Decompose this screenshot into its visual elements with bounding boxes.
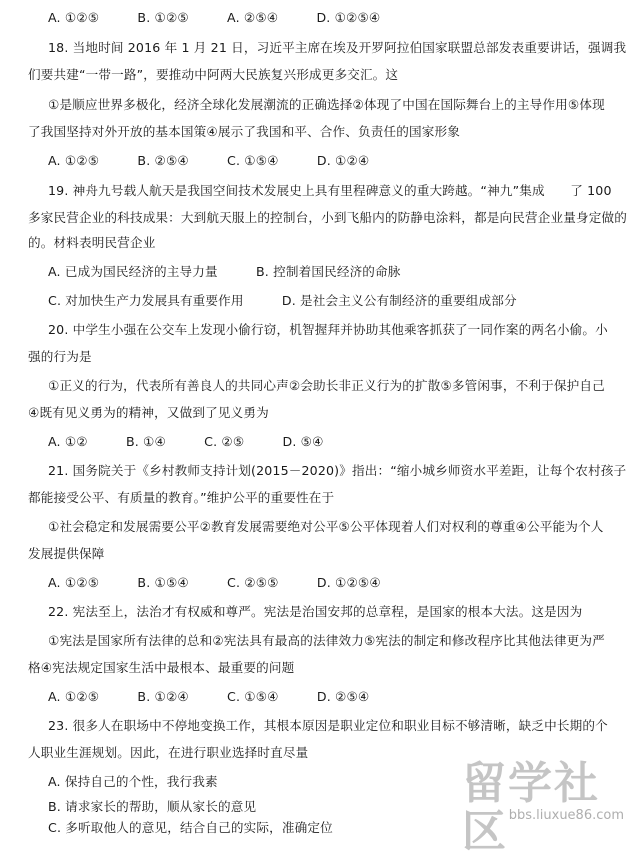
q18-options: A. ①②⑤ B. ②⑤④ C. ①⑤④ D. ①②④ [48, 153, 370, 168]
q18-stem-cont: 们要共建“一带一路”，要推动中阿两大民族复兴形成更多交汇。这 [28, 67, 399, 82]
q20-statements-cont: ④既有见义勇为的精神，又做到了见义勇为 [28, 405, 269, 420]
q19-stem-cont: 多家民营企业的科技成果：大到航天服上的控制台，小到飞船内的防静电涂料，都是向民营企业量身定做的 [28, 210, 627, 225]
q19-stem: 19. 神舟九号载人航天是我国空间技术发展史上具有里程碑意义的重大跨越。“神九”集成 了 100 [48, 183, 612, 198]
q22-options: A. ①②⑤ B. ①②④ C. ①⑤④ D. ②⑤④ [48, 689, 370, 704]
q23-stem-cont: 人职业生涯规划。因此，在进行职业选择时直尽量 [28, 745, 309, 760]
q19-option-cd: C. 对加快生产力发展具有重要作用 D. 是社会主义公有制经济的重要组成部分 [48, 293, 517, 308]
q20-stem-cont: 强的行为是 [28, 349, 92, 364]
q20-options: A. ①② B. ①④ C. ②⑤ D. ⑤④ [48, 434, 324, 449]
q23-stem: 23. 很多人在职场中不停地变换工作，其根本原因是职业定位和职业目标不够清晰，缺乏中长期的个 [48, 718, 608, 733]
q20-stem: 20. 中学生小强在公交车上发现小偷行窃，机智握拜并协助其他乘客抓获了一同作案的两名小偷。小 [48, 322, 608, 337]
q22-stem: 22. 宪法至上，法治才有权威和尊严。宪法是治国安邦的总章程，是国家的根本大法。这是因为 [48, 604, 583, 619]
q23-option-b: B. 请求家长的帮助，顺从家长的意见 [48, 799, 257, 814]
watermark-url: bbs.liuxue86.com [508, 808, 624, 823]
q21-statements-cont: 发展提供保障 [28, 546, 105, 561]
q22-statements: ①宪法是国家所有法律的总和②宪法具有最高的法律效力⑤宪法的制定和修改程序比其他法律更为严 [48, 633, 605, 648]
q21-stem: 21. 国务院关于《乡村教师支持计划(2015－2020)》指出：“缩小城乡师资水平差距，让每个农村孩子 [48, 463, 627, 478]
q23-option-a: A. 保持自己的个性，我行我素 [48, 774, 218, 789]
q17-options: A. ①②⑤ B. ①②⑤ A. ②⑤④ D. ①②⑤④ [48, 10, 381, 25]
watermark-text: 留学社区 [462, 758, 600, 857]
q18-statements-cont: 了我国坚持对外开放的基本国策④展示了我国和平、合作、负责任的国家形象 [28, 124, 460, 139]
q20-statements: ①正义的行为，代表所有善良人的共同心声②会助长非正义行为的扩散⑤多管闲事，不利于保护自己 [48, 378, 605, 393]
q21-statements: ①社会稳定和发展需要公平②教育发展需要绝对公平⑤公平体现着人们对权利的尊重④公平能为个人 [48, 519, 604, 534]
q21-options: A. ①②⑤ B. ①⑤④ C. ②⑤⑤ D. ①②⑤④ [48, 575, 381, 590]
q23-option-c: C. 多听取他人的意见，结合自己的实际，准确定位 [48, 820, 333, 835]
q18-stem: 18. 当地时间 2016 年 1 月 21 日，习近平主席在埃及开罗阿拉伯国家联盟总部发表重要讲话，强调我 [48, 40, 627, 55]
watermark-logo [462, 758, 632, 857]
q21-stem-cont: 都能接受公平、有质量的教育。”维护公平的重要性在于 [28, 490, 335, 505]
q19-option-ab: A. 已成为国民经济的主导力量 B. 控制着国民经济的命脉 [48, 264, 401, 279]
q18-statements: ①是顺应世界多极化，经济全球化发展潮流的正确选择②体现了中国在国际舞台上的主导作用⑤体现 [48, 97, 605, 112]
q22-statements-cont: 格④宪法规定国家生活中最根本、最重要的问题 [28, 660, 295, 675]
q19-stem-end: 的。材料表明民营企业 [28, 235, 156, 250]
